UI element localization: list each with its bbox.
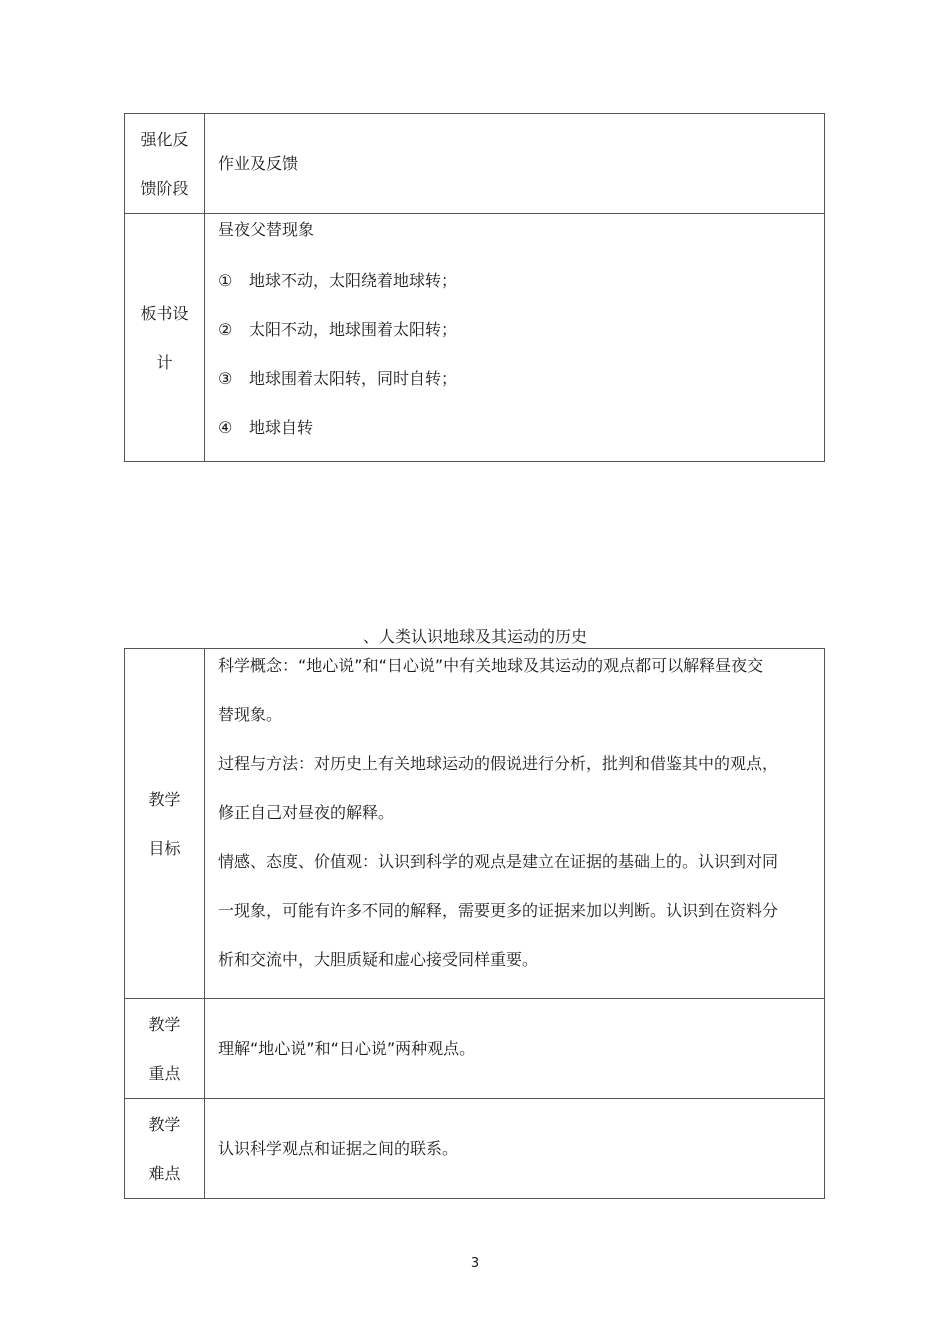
- label-line: 计: [156, 352, 173, 372]
- list-item: [218, 305, 816, 354]
- objectives-content: [205, 649, 825, 999]
- objective-line: 过程与方法：对历史上有关地球运动的假说进行分析，批判和借鉴其中的观点，: [218, 754, 779, 773]
- objective-line: 一现象，可能有许多不同的解释，需要更多的证据来加以判断。认识到在资料分: [218, 901, 779, 920]
- row-label-key-points: [125, 999, 205, 1099]
- list-item: [218, 256, 816, 305]
- label-line: 强化反: [140, 129, 189, 149]
- key-points-text: 理解“地心说”和“日心说”两种观点。: [218, 1039, 476, 1058]
- feedback-content: [205, 114, 825, 214]
- board-title: 昼夜父替现象: [218, 220, 315, 239]
- list-item: [218, 354, 816, 403]
- list-number: ④: [218, 418, 233, 437]
- label-line: 板书设: [140, 303, 189, 323]
- list-number: ③: [218, 369, 233, 388]
- table-row-key-points: [125, 999, 825, 1099]
- list-text: 地球不动，太阳绕着地球转；: [249, 271, 458, 290]
- label-line: 目标: [148, 838, 181, 858]
- list-number: ①: [218, 271, 233, 290]
- label-line: 难点: [148, 1163, 181, 1183]
- feedback-text: 作业及反馈: [218, 154, 299, 173]
- table-row-feedback: [125, 114, 825, 214]
- table-row-board-design: [125, 214, 825, 462]
- row-label-objectives: [125, 649, 205, 999]
- label-line: 教学: [148, 789, 181, 809]
- objective-line: 科学概念：“地心说”和“日心说”中有关地球及其运动的观点都可以解释昼夜交: [218, 656, 764, 675]
- objective-line: 情感、态度、价值观：认识到科学的观点是建立在证据的基础上的。认识到对同: [218, 852, 779, 871]
- label-line: 馈阶段: [140, 178, 189, 198]
- page-number: 3: [470, 1256, 480, 1271]
- objective-line: 替现象。: [218, 705, 283, 724]
- objective-line: 修正自己对昼夜的解释。: [218, 803, 395, 822]
- objective-line: 析和交流中，大胆质疑和虚心接受同样重要。: [218, 950, 539, 969]
- row-label-feedback: [125, 114, 205, 214]
- table-row-objectives: [125, 649, 825, 999]
- row-label-board-design: [125, 214, 205, 462]
- key-points-content: [205, 999, 825, 1099]
- row-label-difficulties: [125, 1099, 205, 1199]
- difficulties-content: [205, 1099, 825, 1199]
- objectives-text: [218, 641, 816, 984]
- list-text: 太阳不动，地球围着太阳转；: [249, 320, 458, 339]
- lesson-table-top: [124, 113, 825, 462]
- lesson-table-bottom: [124, 648, 825, 1199]
- list-text: 地球自转: [249, 418, 314, 437]
- board-design-content: [205, 214, 825, 462]
- table-row-difficulties: [125, 1099, 825, 1199]
- list-number: ②: [218, 320, 233, 339]
- label-line: 重点: [148, 1063, 181, 1083]
- difficulties-text: 认识科学观点和证据之间的联系。: [218, 1139, 459, 1158]
- list-text: 地球围着太阳转，同时自转；: [249, 369, 458, 388]
- label-line: 教学: [148, 1114, 181, 1134]
- label-line: 教学: [148, 1014, 181, 1034]
- list-item: [218, 403, 816, 452]
- section-title: 、人类认识地球及其运动的历史: [362, 627, 587, 646]
